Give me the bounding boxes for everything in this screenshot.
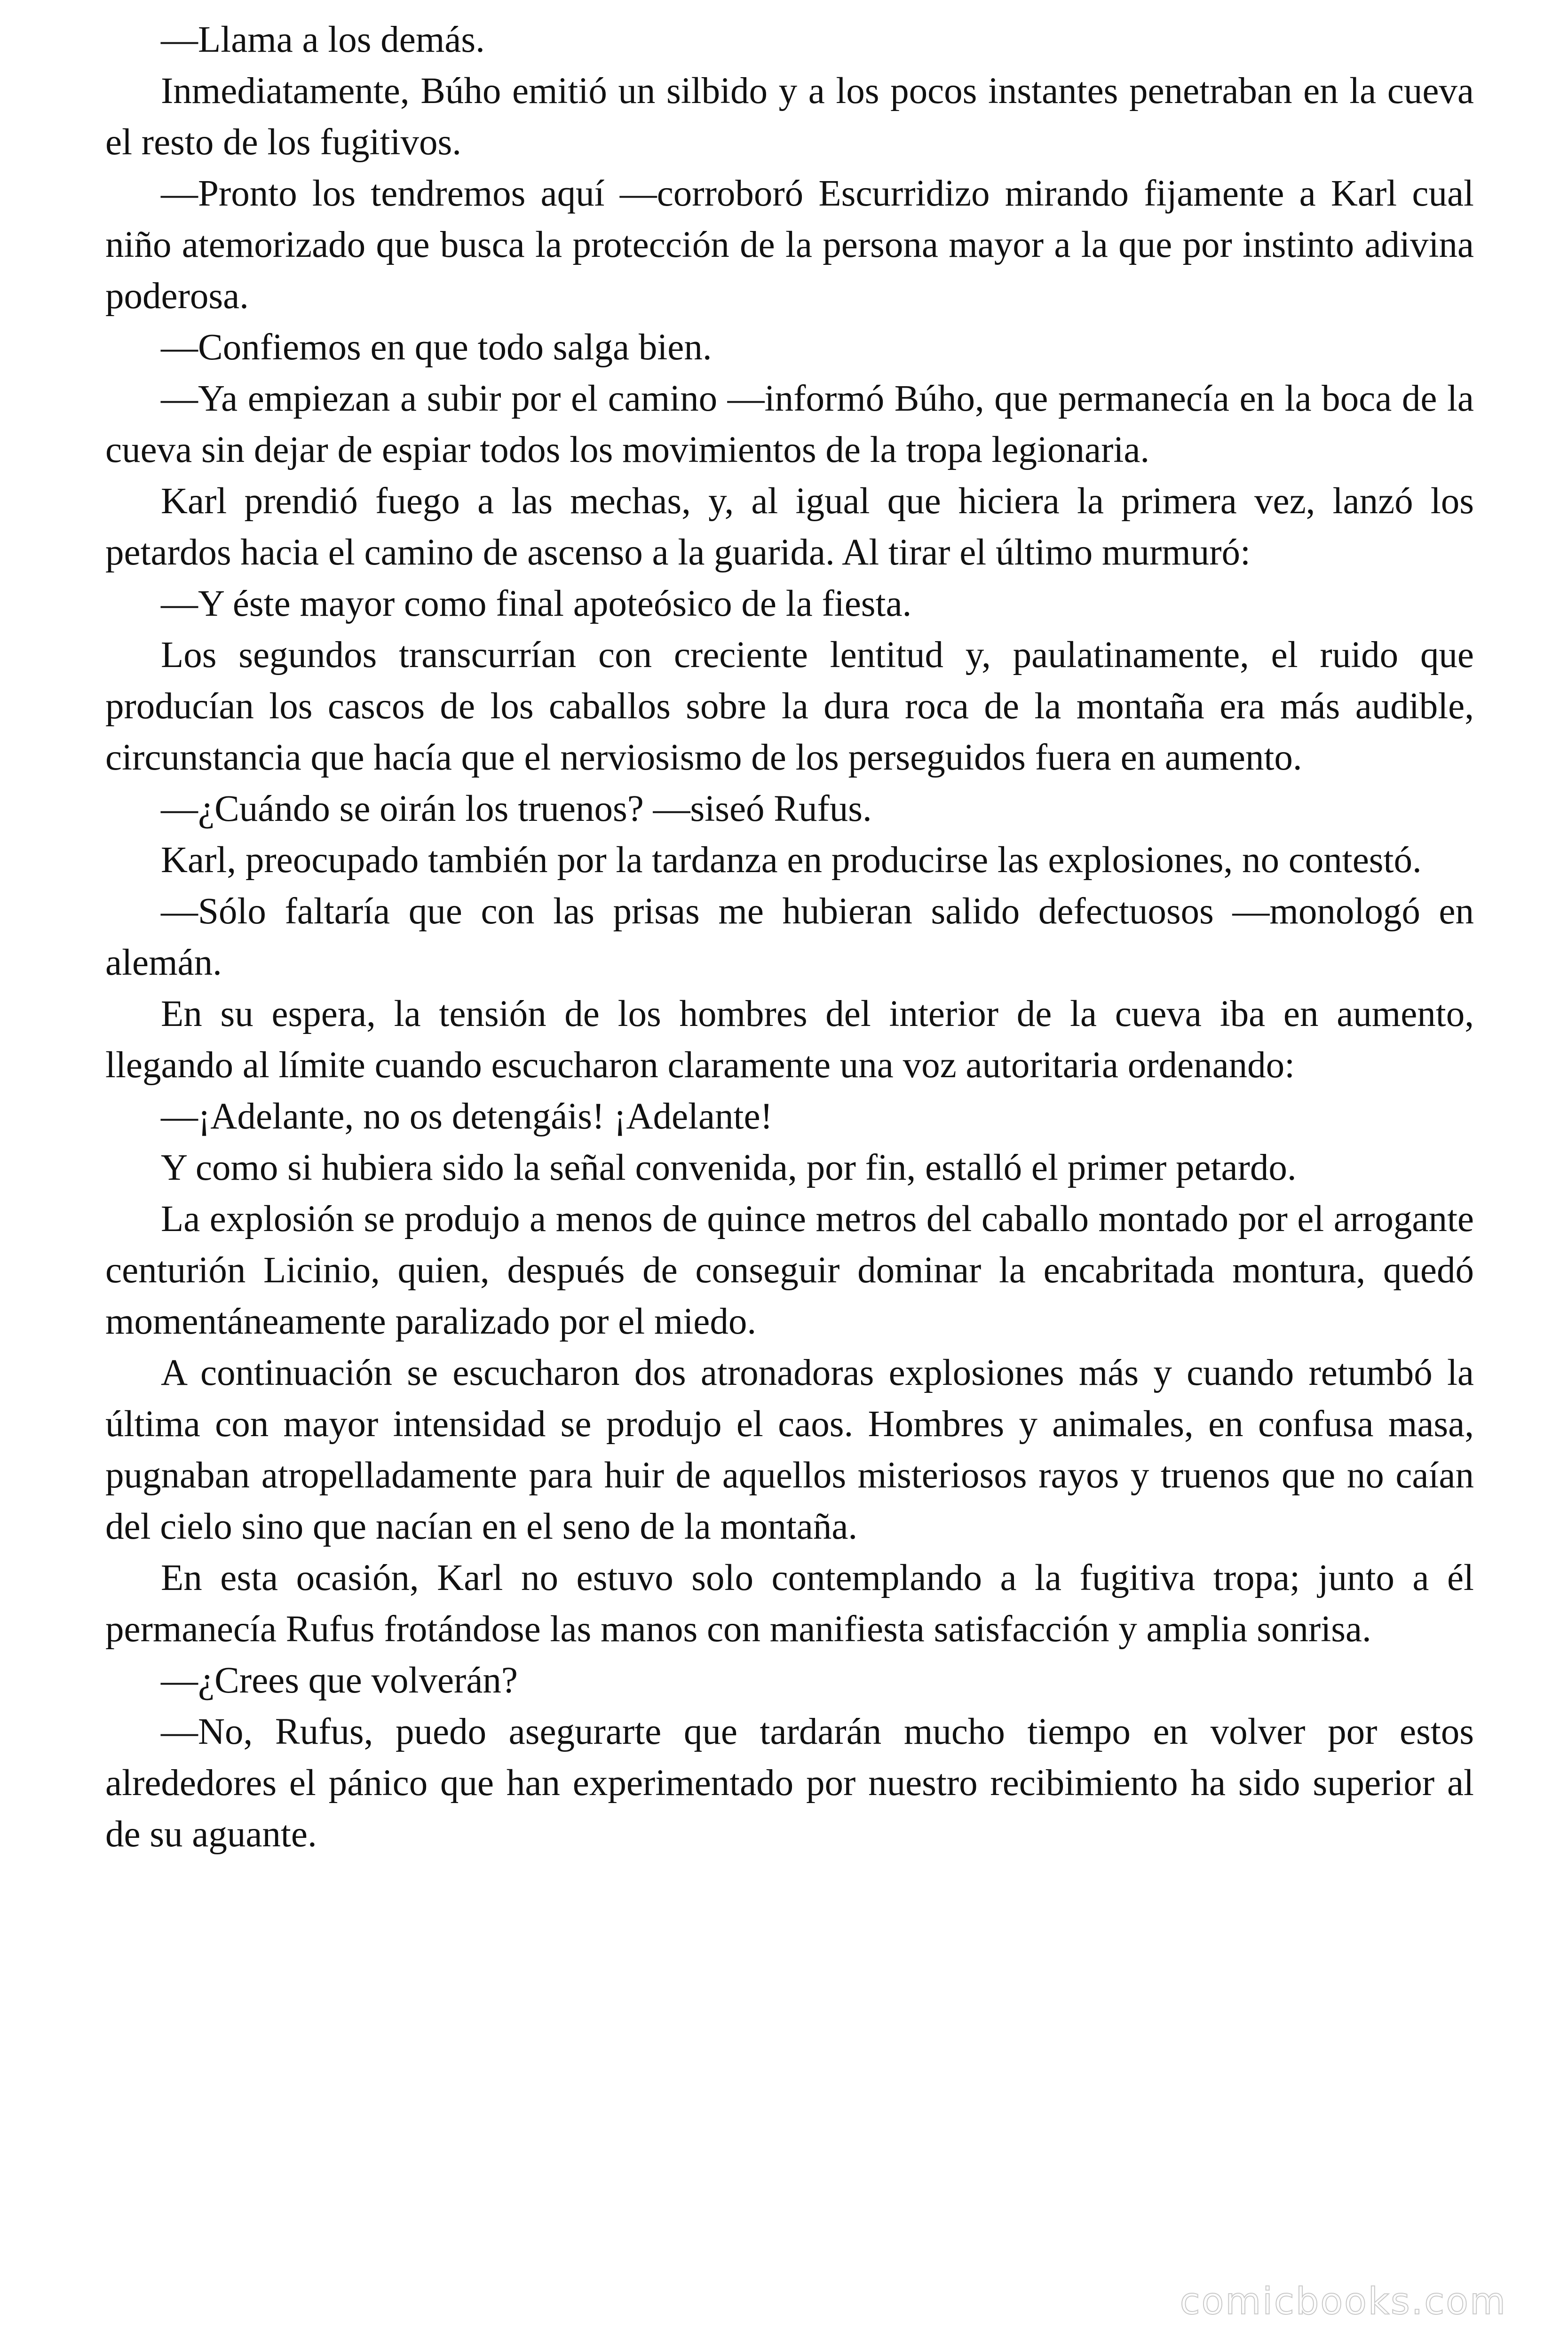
page-body [105, 14, 1474, 1860]
paragraph: —Pronto los tendremos aquí —corroboró Escurridizo mirando fijamente a Karl cual niño atemorizado que busca la protección de la persona mayor a la que por instinto adivina poderosa. [105, 173, 1474, 317]
paragraph: —¿Cuándo se oirán los truenos? —siseó Rufus. [161, 788, 872, 829]
paragraph: Y como si hubiera sido la señal convenida, por fin, estalló el primer petardo. [161, 1147, 1297, 1188]
paragraph: —¡Adelante, no os detengáis! ¡Adelante! [161, 1096, 773, 1137]
paragraph: —Sólo faltaría que con las prisas me hubieran salido defectuosos —monologó en alemán. [105, 891, 1474, 983]
paragraph: Karl, preocupado también por la tardanza en producirse las explosiones, no contestó. [161, 840, 1422, 881]
paragraph: —Confiemos en que todo salga bien. [161, 327, 712, 368]
paragraph: En esta ocasión, Karl no estuvo solo contemplando a la fugitiva tropa; junto a él permanecía Rufus frotándose las manos con manifiesta satisfacción y amplia sonrisa. [105, 1557, 1474, 1650]
paragraph: —¿Crees que volverán? [161, 1660, 518, 1701]
paragraph: —Y éste mayor como final apoteósico de la fiesta. [161, 583, 912, 624]
paragraph: —Ya empiezan a subir por el camino —informó Búho, que permanecía en la boca de la cueva sin dejar de espiar todos los movimientos de la tropa legionaria. [105, 378, 1474, 470]
watermark: comicbooks.com [1180, 2280, 1507, 2323]
paragraph: Karl prendió fuego a las mechas, y, al igual que hiciera la primera vez, lanzó los petardos hacia el camino de ascenso a la guarida. Al tirar el último murmuró: [105, 481, 1474, 573]
paragraph: —No, Rufus, puedo asegurarte que tardarán mucho tiempo en volver por estos alrededores el pánico que han experimentado por nuestro recibimiento ha sido superior al de su aguante. [105, 1711, 1474, 1855]
paragraph: En su espera, la tensión de los hombres del interior de la cueva iba en aumento, llegando al límite cuando escucharon claramente una voz autoritaria ordenando: [105, 993, 1474, 1086]
paragraph: A continuación se escucharon dos atronadoras explosiones más y cuando retumbó la última con mayor intensidad se produjo el caos. Hombres y animales, en confusa masa, pugnaban atropelladamente para huir de aquellos misteriosos rayos y truenos que no caían del cielo sino que nacían en el seno de la montaña. [105, 1352, 1474, 1547]
paragraph: La explosión se produjo a menos de quince metros del caballo montado por el arrogante centurión Licinio, quien, después de conseguir dominar la encabritada montura, quedó momentáneamente paralizado por el miedo. [105, 1199, 1474, 1342]
paragraph: Inmediatamente, Búho emitió un silbido y a los pocos instantes penetraban en la cueva el resto de los fugitivos. [105, 71, 1474, 163]
paragraph: Los segundos transcurrían con creciente lentitud y, paulatinamente, el ruido que producían los cascos de los caballos sobre la dura roca de la montaña era más audible, circunstancia que hacía que el nerviosismo de los perseguidos fuera en aumento. [105, 635, 1474, 778]
paragraph: —Llama a los demás. [161, 19, 485, 60]
